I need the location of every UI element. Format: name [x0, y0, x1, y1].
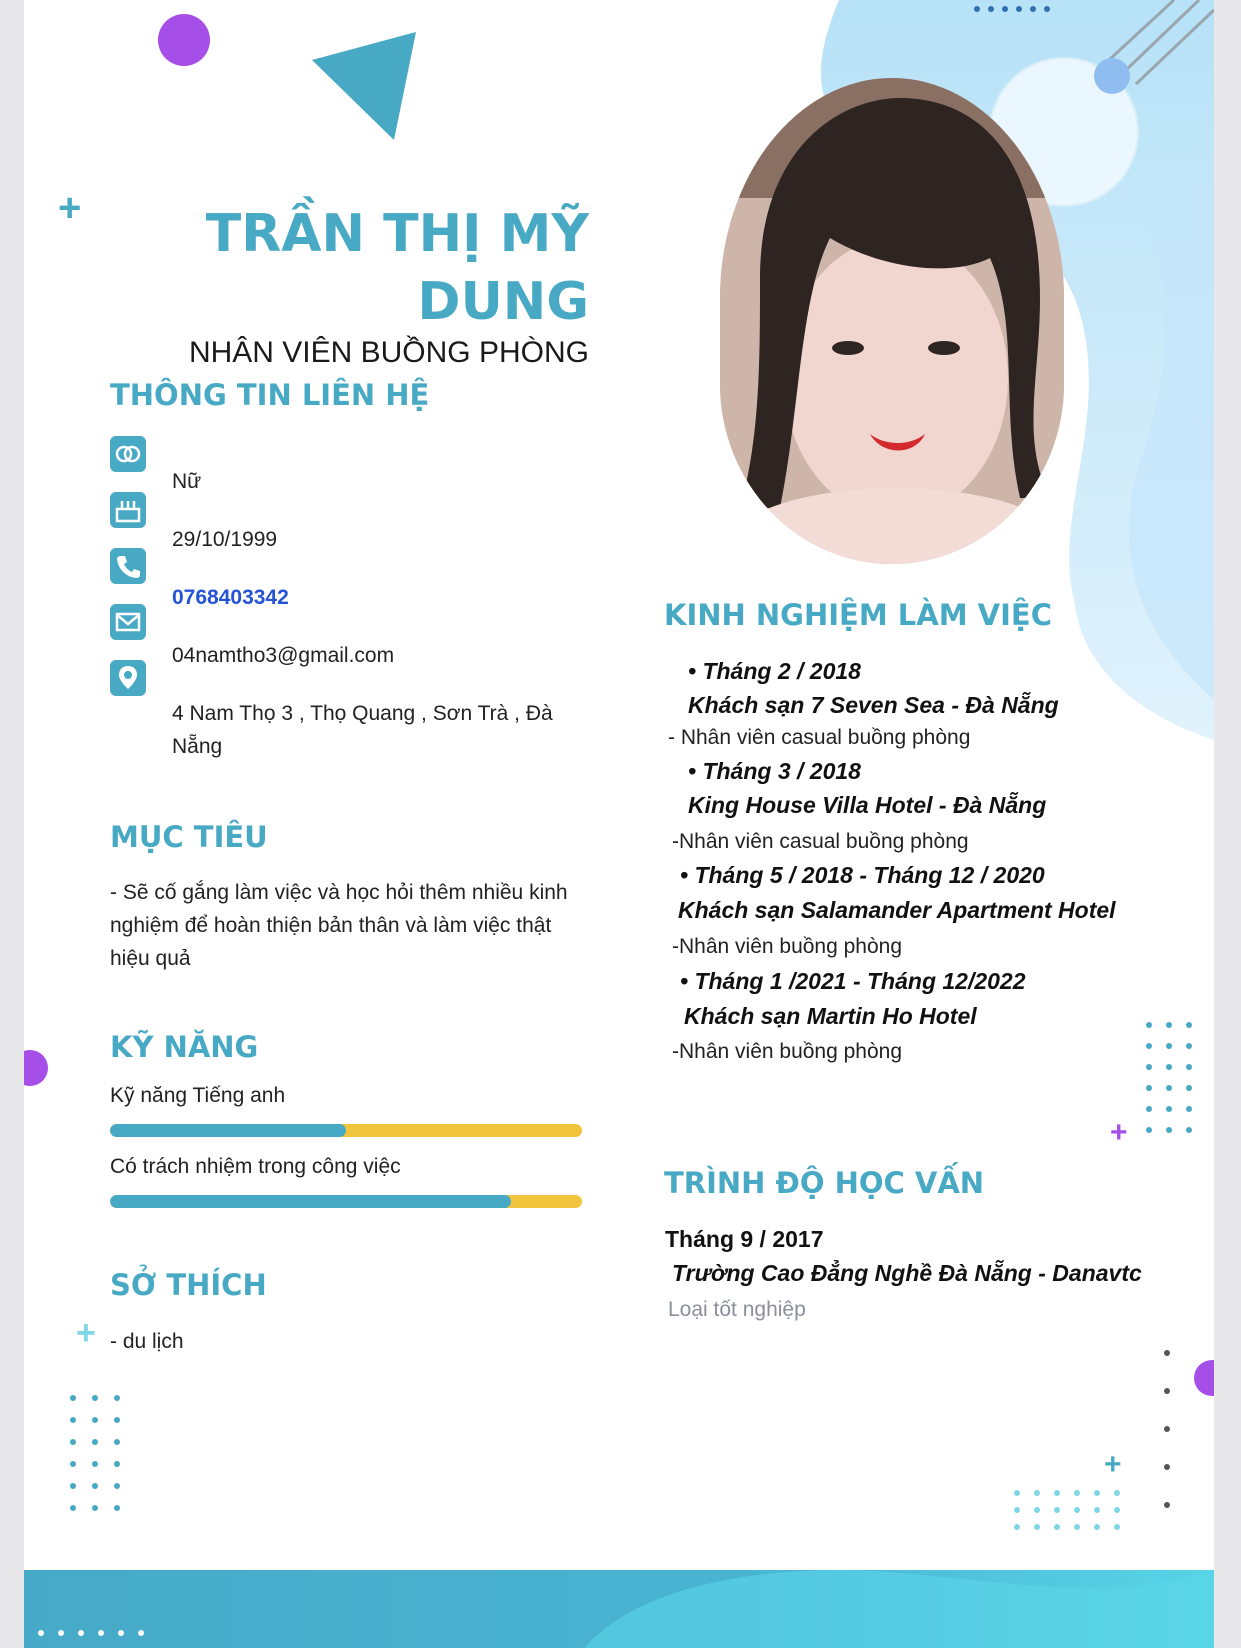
job-title: NHÂN VIÊN BUỒNG PHÒNG [188, 336, 589, 369]
decor-dot [1146, 1127, 1152, 1133]
email-value[interactable]: 04namtho3@gmail.com [172, 644, 395, 667]
decor-dot [1164, 1388, 1170, 1394]
profile-photo [720, 78, 1064, 564]
decor-dot [38, 1630, 44, 1636]
decor-dot [1044, 6, 1050, 12]
decor-dot [1034, 1490, 1040, 1496]
decor-dot [1034, 1507, 1040, 1513]
decor-dot [1186, 1043, 1192, 1049]
experience-role: -Nhân viên casual buồng phòng [672, 830, 969, 853]
decor-dot [1166, 1085, 1172, 1091]
experience-period: • Tháng 1 /2021 - Tháng 12/2022 [680, 968, 1026, 994]
decor-dot [1164, 1350, 1170, 1356]
decor-dot [1146, 1064, 1152, 1070]
decor-dot [70, 1483, 76, 1489]
plus-decor-icon: + [1110, 1116, 1128, 1149]
decor-dot [92, 1483, 98, 1489]
decor-dot [1016, 6, 1022, 12]
decor-dot [1186, 1085, 1192, 1091]
decor-dot [1146, 1022, 1152, 1028]
decor-dot [1164, 1464, 1170, 1470]
education-period: Tháng 9 / 2017 [665, 1226, 824, 1252]
experience-company: Khách sạn Martin Ho Hotel [684, 1003, 977, 1029]
phone-icon [110, 548, 146, 584]
decor-dot [1164, 1426, 1170, 1432]
plus-decor-icon: + [1104, 1448, 1122, 1481]
gender-icon [110, 436, 146, 472]
experience-role: -Nhân viên buồng phòng [672, 935, 903, 958]
decor-dot [1146, 1106, 1152, 1112]
hobbies-section-title: SỞ THÍCH [110, 1268, 267, 1302]
decor-dot [1166, 1022, 1172, 1028]
decor-dot [1054, 1490, 1060, 1496]
skill-label: Có trách nhiệm trong công việc [110, 1155, 401, 1178]
objective-section-title: MỤC TIÊU [110, 820, 268, 854]
decor-dot [1146, 1085, 1152, 1091]
gender-value: Nữ [172, 470, 202, 493]
experience-role: -Nhân viên buồng phòng [672, 1040, 903, 1063]
decor-dot [974, 6, 980, 12]
experience-period: • Tháng 3 / 2018 [688, 758, 861, 784]
experience-period: • Tháng 2 / 2018 [688, 658, 861, 684]
decor-dot [1186, 1106, 1192, 1112]
decor-dot [58, 1630, 64, 1636]
hobbies-text: - du lịch [110, 1330, 184, 1353]
decor-dot [92, 1505, 98, 1511]
decor-dot [1186, 1022, 1192, 1028]
birthday-value: 29/10/1999 [172, 528, 278, 551]
full-name [139, 200, 589, 336]
name-line-2: DUNG [417, 272, 589, 332]
decor-dot [1114, 1490, 1120, 1496]
decor-dot [114, 1461, 120, 1467]
phone-link[interactable]: 0768403342 [172, 586, 289, 609]
decor-dot [1054, 1524, 1060, 1530]
decor-dot [1114, 1507, 1120, 1513]
decor-dot [92, 1417, 98, 1423]
decor-dot [92, 1461, 98, 1467]
experience-section-title: KINH NGHIỆM LÀM VIỆC [664, 598, 1053, 632]
location-icon [110, 660, 146, 696]
decor-dot [1014, 1507, 1020, 1513]
objective-text: - Sẽ cố gắng làm việc và học hỏi thêm nhiều kinh nghiệm để hoàn thiện bản thân và làm việc thật hiệu quả [110, 881, 568, 970]
experience-company: King House Villa Hotel - Đà Nẵng [688, 792, 1047, 818]
decor-dot [118, 1630, 124, 1636]
decor-dot [1146, 1043, 1152, 1049]
experience-period: • Tháng 5 / 2018 - Tháng 12 / 2020 [680, 862, 1045, 888]
decor-dot [114, 1483, 120, 1489]
education-school: Trường Cao Đẳng Nghề Đà Nẵng - Danavtc [672, 1260, 1142, 1286]
skill-bar [110, 1124, 582, 1137]
decor-dot [1166, 1106, 1172, 1112]
experience-company: Khách sạn 7 Seven Sea - Đà Nẵng [688, 692, 1059, 718]
experience-company: Khách sạn Salamander Apartment Hotel [678, 897, 1116, 923]
decor-dot [1166, 1127, 1172, 1133]
decor-dot [1094, 1507, 1100, 1513]
decor-dot [1114, 1524, 1120, 1530]
decor-dot [1094, 1524, 1100, 1530]
skills-section-title: KỸ NĂNG [110, 1030, 259, 1064]
decor-dot [1014, 1524, 1020, 1530]
education-section-title: TRÌNH ĐỘ HỌC VẤN [664, 1166, 985, 1200]
skill-bar-fill [110, 1195, 511, 1208]
decor-dot [1166, 1043, 1172, 1049]
skill-bar-fill [110, 1124, 346, 1137]
decor-dot [114, 1395, 120, 1401]
decor-dot [138, 1630, 144, 1636]
decor-dot [114, 1439, 120, 1445]
decor-dot [1186, 1064, 1192, 1070]
education-grade: Loại tốt nghiệp [668, 1298, 806, 1321]
decor-dot [70, 1417, 76, 1423]
decor-dot [70, 1461, 76, 1467]
decor-dot [988, 6, 994, 12]
decor-dot [1094, 1490, 1100, 1496]
decor-dot [1164, 1502, 1170, 1508]
name-line-1: TRẦN THỊ MỸ [205, 204, 589, 264]
decor-dot [1054, 1507, 1060, 1513]
decor-dot [1186, 1127, 1192, 1133]
skill-label: Kỹ năng Tiếng anh [110, 1084, 286, 1107]
birthday-cake-icon [110, 492, 146, 528]
decor-dot [1074, 1490, 1080, 1496]
plus-decor-icon: + [76, 1314, 96, 1352]
decor-dot [70, 1395, 76, 1401]
experience-role: - Nhân viên casual buồng phòng [668, 726, 971, 749]
decor-dot [92, 1395, 98, 1401]
decor-dot [114, 1505, 120, 1511]
contact-section-title: THÔNG TIN LIÊN HỆ [110, 378, 430, 412]
decor-dot [70, 1439, 76, 1445]
decor-dot [114, 1417, 120, 1423]
decor-dot [1002, 6, 1008, 12]
email-icon [110, 604, 146, 640]
address-value: 4 Nam Thọ 3 , Thọ Quang , Sơn Trà , Đà Nẵng [172, 702, 553, 758]
decor-dot [1014, 1490, 1020, 1496]
plus-decor-icon: + [58, 186, 82, 230]
decor-dot [98, 1630, 104, 1636]
decor-dot [92, 1439, 98, 1445]
decor-dot [1166, 1064, 1172, 1070]
decor-dot [1030, 6, 1036, 12]
decor-dot [1074, 1524, 1080, 1530]
decor-dot [1034, 1524, 1040, 1530]
resume-page [24, 0, 1214, 1648]
decor-dot [1074, 1507, 1080, 1513]
decor-dot [70, 1505, 76, 1511]
skill-bar [110, 1195, 582, 1208]
decor-dot [78, 1630, 84, 1636]
